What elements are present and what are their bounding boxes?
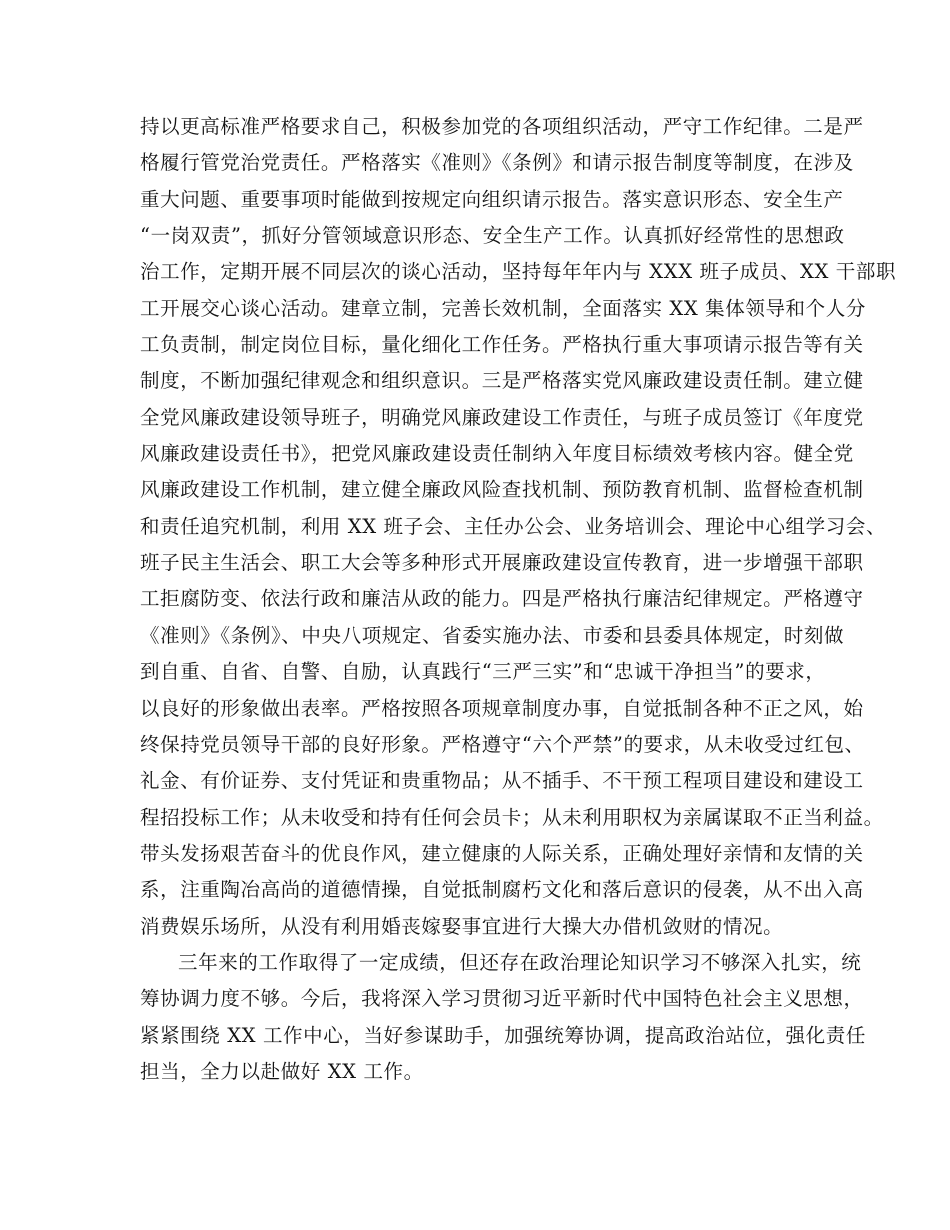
document-body bbox=[140, 109, 897, 1090]
text-line: 三年来的工作取得了一定成绩，但还存在政治理论知识学习不够深入扎实，统 bbox=[178, 950, 862, 974]
text-line: 工开展交心谈心活动。建章立制，完善长效机制，全面落实 XX 集体领导和个人分 bbox=[140, 296, 866, 320]
text-line: 班子民主生活会、职工大会等多种形式开展廉政建设宣传教育，进一步增强干部职 bbox=[140, 551, 864, 575]
text-line: 工负责制，制定岗位目标，量化细化工作任务。严格执行重大事项请示报告等有关 bbox=[140, 333, 864, 357]
text-line: 格履行管党治党责任。严格落实《准则》《条例》和请示报告制度等制度，在涉及 bbox=[140, 151, 854, 175]
text-line: 持以更高标准严格要求自己，积极参加党的各项组织活动，严守工作纪律。二是严 bbox=[140, 115, 864, 138]
text-line: 《准则》《条例》、中央八项规定、省委实施办法、市委和县委具体规定，时刻做 bbox=[140, 623, 845, 647]
text-line: 系，注重陶冶高尚的道德情操，自觉抵制腐朽文化和落后意识的侵袭，从不出入高 bbox=[140, 878, 864, 902]
text-line: 终保持党员领导干部的良好形象。严格遵守“六个严禁”的要求，从未收受过红包、 bbox=[140, 732, 865, 756]
text-line: 到自重、自省、自警、自励，认真践行“三严三实”和“忠诚干净担当”的要求， bbox=[140, 660, 826, 684]
text-line: 制度，不断加强纪律观念和组织意识。三是严格落实党风廉政建设责任制。建立健 bbox=[140, 369, 864, 393]
text-line: 程招投标工作；从未收受和持有任何会员卡；从未利用职权为亲属谋取不正当利益。 bbox=[140, 805, 884, 829]
text-line: 消费娱乐场所，从没有利用婚丧嫁娶事宜进行大操大办借机敛财的情况。 bbox=[140, 914, 784, 938]
text-line: 筹协调力度不够。今后，我将深入学习贯彻习近平新时代中国特色社会主义思想， bbox=[140, 987, 864, 1011]
paragraph-1 bbox=[140, 109, 897, 945]
text-line: 工拒腐防变、依法行政和廉洁从政的能力。四是严格执行廉洁纪律规定。严格遵守 bbox=[140, 587, 864, 611]
text-line: 紧紧围绕 XX 工作中心，当好参谋助手，加强统筹协调，提高政治站位，强化责任 bbox=[140, 1023, 866, 1047]
text-line: 风廉政建设责任书》，把党风廉政建设责任制纳入年度目标绩效考核内容。健全党 bbox=[140, 442, 854, 466]
text-line: 全党风廉政建设领导班子，明确党风廉政建设工作责任，与班子成员签订《年度党 bbox=[140, 405, 864, 429]
text-line: 礼金、有价证券、支付凭证和贵重物品；从不插手、不干预工程项目建设和建设工 bbox=[140, 769, 864, 793]
text-line: 重大问题、重要事项时能做到按规定向组织请示报告。落实意识形态、安全生产 bbox=[140, 187, 844, 211]
text-line: 以良好的形象做出表率。严格按照各项规章制度办事，自觉抵制各种不正之风，始 bbox=[140, 696, 864, 720]
text-line: 风廉政建设工作机制，建立健全廉政风险查找机制、预防教育机制、监督检查机制 bbox=[140, 478, 864, 502]
text-line: 和责任追究机制，利用 XX 班子会、主任办公会、业务培训会、理论中心组学习会、 bbox=[140, 514, 887, 538]
text-line: 带头发扬艰苦奋斗的优良作风，建立健康的人际关系，正确处理好亲情和友情的关 bbox=[140, 841, 864, 865]
text-line: 治工作，定期开展不同层次的谈心活动，坚持每年年内与 XXX 班子成员、XX 干部职 bbox=[140, 260, 897, 284]
paragraph-2 bbox=[140, 945, 866, 1090]
text-line: 担当，全力以赴做好 XX 工作。 bbox=[140, 1059, 424, 1083]
text-line: “一岗双责”，抓好分管领域意识形态、安全生产工作。认真抓好经常性的思想政 bbox=[140, 224, 845, 248]
